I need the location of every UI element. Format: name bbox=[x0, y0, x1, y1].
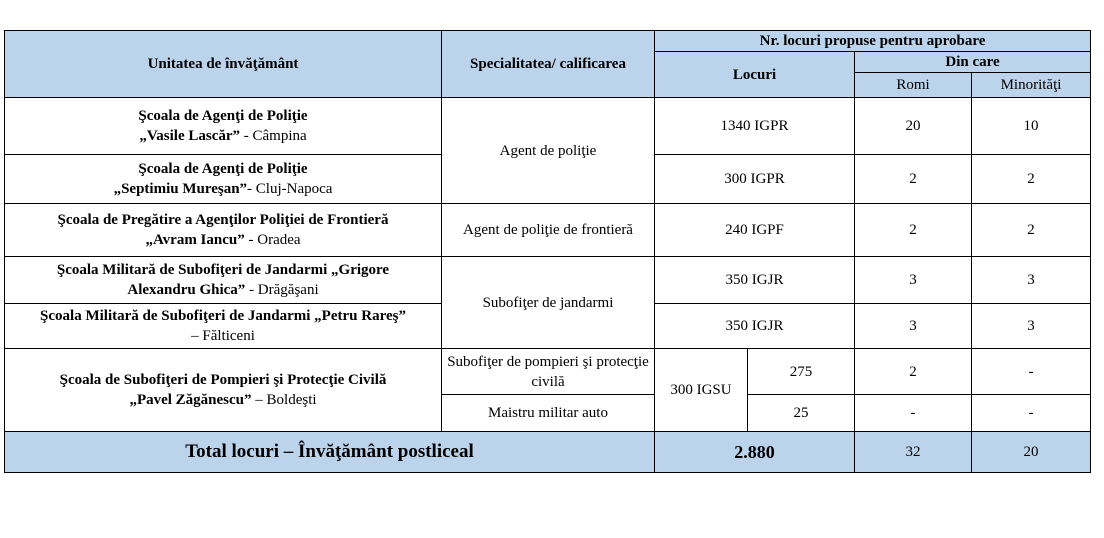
seats-sub-cell: 25 bbox=[748, 395, 855, 432]
total-roma: 32 bbox=[855, 432, 972, 473]
minorities-cell: - bbox=[972, 395, 1091, 432]
minorities-cell: 10 bbox=[972, 98, 1091, 155]
header-minorities: Minorităţi bbox=[972, 73, 1091, 98]
minorities-cell: 3 bbox=[972, 304, 1091, 349]
specialty-cell: Agent de poliţie bbox=[442, 98, 655, 204]
unit-name: Şcoala de Subofiţeri de Pompieri şi Protecţie Civilă bbox=[59, 372, 387, 388]
roma-cell: 20 bbox=[855, 98, 972, 155]
seats-cell: 240 IGPF bbox=[655, 204, 855, 257]
specialty-cell: Subofiţer de pompieri şi protecţie civilă bbox=[442, 349, 655, 395]
roma-cell: 3 bbox=[855, 257, 972, 304]
minorities-cell: 2 bbox=[972, 155, 1091, 204]
unit-location: - Cluj-Napoca bbox=[247, 181, 333, 197]
specialty-cell: Maistru militar auto bbox=[442, 395, 655, 432]
unit-name: Şcoala de Agenţi de Poliţie bbox=[138, 161, 308, 177]
unit-name-cont: „Pavel Zăgănescu” bbox=[129, 392, 252, 408]
unit-name: Şcoala Militară de Subofiţeri de Jandarmi „Petru Rareş” bbox=[40, 308, 406, 324]
unit-name: Şcoala Militară de Subofiţeri de Jandarmi „Grigore bbox=[56, 262, 390, 278]
unit-name-cont: „Septimiu Mureşan” bbox=[113, 181, 248, 197]
table-row bbox=[5, 257, 1091, 304]
seats-cell: 350 IGJR bbox=[655, 304, 855, 349]
unit-cell bbox=[5, 155, 442, 204]
roma-cell: 2 bbox=[855, 349, 972, 395]
unit-name: Şcoala de Agenţi de Poliţie bbox=[138, 108, 308, 124]
minorities-cell: 2 bbox=[972, 204, 1091, 257]
seats-table bbox=[4, 30, 1091, 473]
roma-cell: 2 bbox=[855, 204, 972, 257]
unit-location: - Câmpina bbox=[240, 128, 307, 144]
header-of-which: Din care bbox=[855, 52, 1091, 73]
seats-sub-cell: 275 bbox=[748, 349, 855, 395]
unit-name-cont: Alexandru Ghica” bbox=[127, 282, 246, 298]
table-row bbox=[5, 98, 1091, 155]
unit-location: – Boldeşti bbox=[251, 392, 317, 408]
minorities-cell: 3 bbox=[972, 257, 1091, 304]
seats-cell: 1340 IGPR bbox=[655, 98, 855, 155]
header-proposed: Nr. locuri propuse pentru aprobare bbox=[655, 31, 1091, 52]
roma-cell: 2 bbox=[855, 155, 972, 204]
total-row bbox=[5, 432, 1091, 473]
header-seats: Locuri bbox=[655, 52, 855, 98]
seats-cell: 350 IGJR bbox=[655, 257, 855, 304]
unit-cell bbox=[5, 349, 442, 432]
unit-cell bbox=[5, 304, 442, 349]
total-minorities: 20 bbox=[972, 432, 1091, 473]
header-specialty: Specialitatea/ calificarea bbox=[442, 31, 655, 98]
header-roma: Romi bbox=[855, 73, 972, 98]
unit-location: - Oradea bbox=[244, 232, 301, 248]
unit-cell bbox=[5, 257, 442, 304]
roma-cell: - bbox=[855, 395, 972, 432]
specialty-cell: Agent de poliţie de frontieră bbox=[442, 204, 655, 257]
unit-location: - Drăgăşani bbox=[245, 282, 319, 298]
total-label: Total locuri – Învăţământ postliceal bbox=[5, 432, 655, 473]
table-row bbox=[5, 349, 1091, 395]
unit-name-cont: „Avram Iancu” bbox=[145, 232, 245, 248]
seats-cell: 300 IGPR bbox=[655, 155, 855, 204]
roma-cell: 3 bbox=[855, 304, 972, 349]
unit-cell bbox=[5, 204, 442, 257]
header-unit: Unitatea de învăţământ bbox=[5, 31, 442, 98]
unit-name-cont: „Vasile Lascăr” bbox=[139, 128, 241, 144]
seats-total-cell: 300 IGSU bbox=[655, 349, 748, 432]
unit-location: – Fălticeni bbox=[191, 328, 255, 344]
unit-cell bbox=[5, 98, 442, 155]
total-seats: 2.880 bbox=[655, 432, 855, 473]
minorities-cell: - bbox=[972, 349, 1091, 395]
table-row bbox=[5, 204, 1091, 257]
unit-name: Şcoala de Pregătire a Agenţilor Poliţiei de Frontieră bbox=[57, 212, 389, 228]
specialty-cell: Subofiţer de jandarmi bbox=[442, 257, 655, 349]
